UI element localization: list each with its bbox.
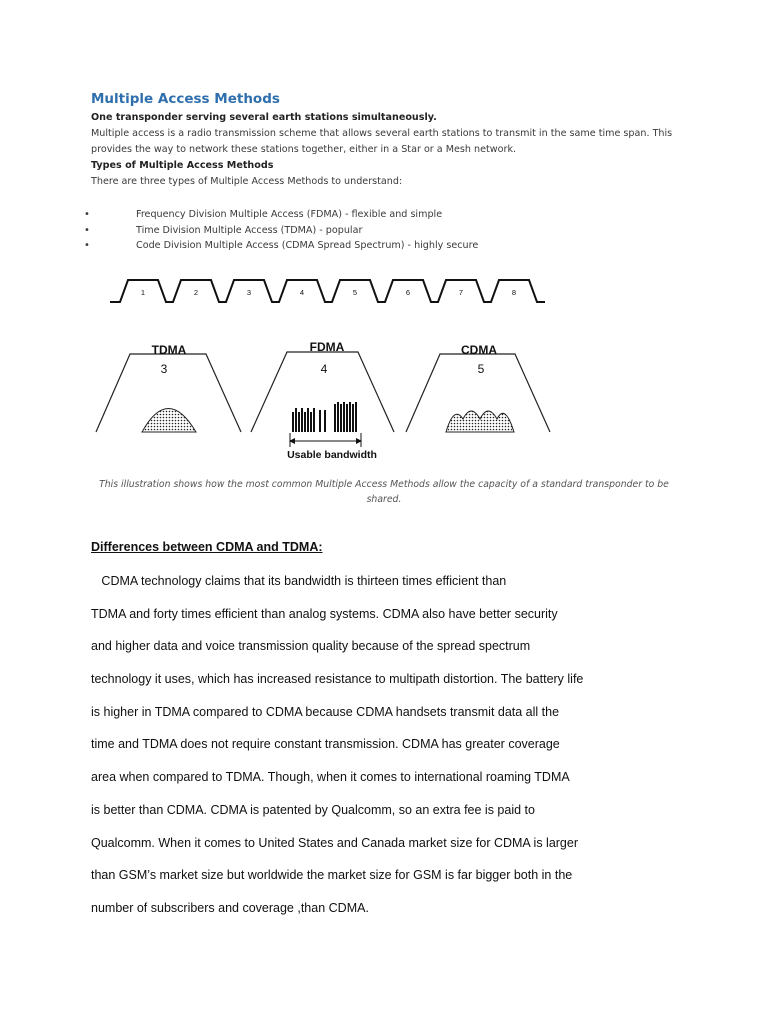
differences-paragraph bbox=[91, 567, 611, 927]
fdma-carrier bbox=[337, 402, 339, 432]
fdma-bars bbox=[292, 402, 357, 432]
fdma-number: 4 bbox=[320, 362, 328, 376]
fdma-carrier bbox=[340, 404, 342, 432]
usable-bandwidth-label: Usable bandwidth bbox=[287, 449, 377, 461]
bullet-marker: • bbox=[84, 240, 90, 251]
channel-label: 2 bbox=[193, 288, 199, 297]
fdma-carrier bbox=[319, 410, 321, 432]
paragraph-line: and higher data and voice transmission quality because of the spread spectrum bbox=[91, 639, 531, 654]
paragraph-line: is higher in TDMA compared to CDMA because CDMA handsets transmit data all the bbox=[91, 704, 560, 719]
fdma-carrier bbox=[295, 408, 297, 432]
channel-label: 7 bbox=[458, 288, 464, 297]
tdma-number: 3 bbox=[160, 362, 168, 376]
fdma-carrier bbox=[346, 404, 348, 432]
paragraph-line: number of subscribers and coverage ,than CDMA. bbox=[91, 900, 369, 915]
intro-line-2: provides the way to network these stations together, either in a Star or a Mesh network. bbox=[91, 144, 517, 155]
section-title: Multiple Access Methods bbox=[91, 91, 280, 107]
tdma-label: TDMA bbox=[151, 343, 187, 357]
list-item-text: Time Division Multiple Access (TDMA) - popular bbox=[136, 224, 363, 236]
figure-caption: This illustration shows how the most common Multiple Access Methods allow the capacity of a standard transponder to be shared. bbox=[99, 479, 669, 505]
paragraph-line: time and TDMA does not require constant transmission. CDMA has greater coverage bbox=[91, 737, 560, 752]
fdma-carrier bbox=[343, 402, 345, 432]
fdma-carrier bbox=[292, 412, 294, 432]
tdma-signal bbox=[142, 409, 196, 433]
channel-label: 5 bbox=[352, 288, 358, 297]
fdma-carrier bbox=[324, 410, 326, 432]
paragraph-line: is better than CDMA. CDMA is patented by Qualcomm, so an extra fee is paid to bbox=[91, 802, 535, 817]
channel-diagram bbox=[110, 272, 550, 308]
channels-group bbox=[110, 280, 545, 302]
channel-label: 3 bbox=[246, 288, 252, 297]
list-item-text: Code Division Multiple Access (CDMA Spread Spectrum) - highly secure bbox=[136, 240, 479, 251]
fdma-carrier bbox=[310, 412, 312, 432]
bullet-marker: • bbox=[84, 224, 90, 236]
fdma-label: FDMA bbox=[309, 340, 345, 354]
channel-label: 1 bbox=[140, 288, 146, 297]
fdma-panel bbox=[251, 340, 394, 461]
paragraph-line: Qualcomm. When it comes to United States and Canada market size for CDMA is larger bbox=[91, 835, 578, 850]
fdma-carrier bbox=[313, 408, 315, 432]
differences-heading: Differences between CDMA and TDMA: bbox=[91, 540, 323, 554]
cdma-label: CDMA bbox=[461, 343, 497, 357]
cdma-panel bbox=[406, 343, 550, 432]
section-subtitle: One transponder serving several earth stations simultaneously. bbox=[91, 112, 437, 123]
cdma-number: 5 bbox=[477, 362, 485, 376]
types-heading: Types of Multiple Access Methods bbox=[91, 160, 274, 171]
paragraph-line: technology it uses, which has increased resistance to multipath distortion. The battery life bbox=[91, 672, 584, 687]
channel-label: 4 bbox=[299, 288, 305, 297]
fdma-carrier bbox=[352, 404, 354, 432]
bullet-marker: • bbox=[84, 209, 90, 220]
fdma-carrier bbox=[355, 402, 357, 432]
channel-label: 6 bbox=[405, 288, 411, 297]
paragraph-line: TDMA and forty times efficient than analog systems. CDMA also have better security bbox=[91, 606, 558, 621]
access-methods-figure bbox=[90, 335, 560, 465]
fdma-carrier bbox=[301, 408, 303, 432]
fdma-carrier bbox=[304, 412, 306, 432]
fdma-carrier bbox=[298, 412, 300, 432]
cdma-signal bbox=[446, 411, 514, 432]
paragraph-line: than GSM’s market size but worldwide the market size for GSM is far bigger both in the bbox=[91, 868, 573, 883]
channel-label: 8 bbox=[511, 288, 517, 297]
tdma-panel bbox=[96, 343, 241, 432]
channel-outline bbox=[110, 280, 545, 302]
fdma-carrier bbox=[307, 408, 309, 432]
fdma-carrier bbox=[349, 402, 351, 432]
paragraph-line: CDMA technology claims that its bandwidth is thirteen times efficient than bbox=[91, 574, 507, 588]
list-item-text: Frequency Division Multiple Access (FDMA) - flexible and simple bbox=[136, 209, 443, 220]
types-intro: There are three types of Multiple Access Methods to understand: bbox=[91, 176, 403, 187]
intro-line-1: Multiple access is a radio transmission scheme that allows several earth stations to transmit in the same time span. This bbox=[91, 128, 673, 139]
fdma-carrier bbox=[334, 404, 336, 432]
paragraph-line: area when compared to TDMA. Though, when it comes to international roaming TDMA bbox=[91, 770, 570, 785]
